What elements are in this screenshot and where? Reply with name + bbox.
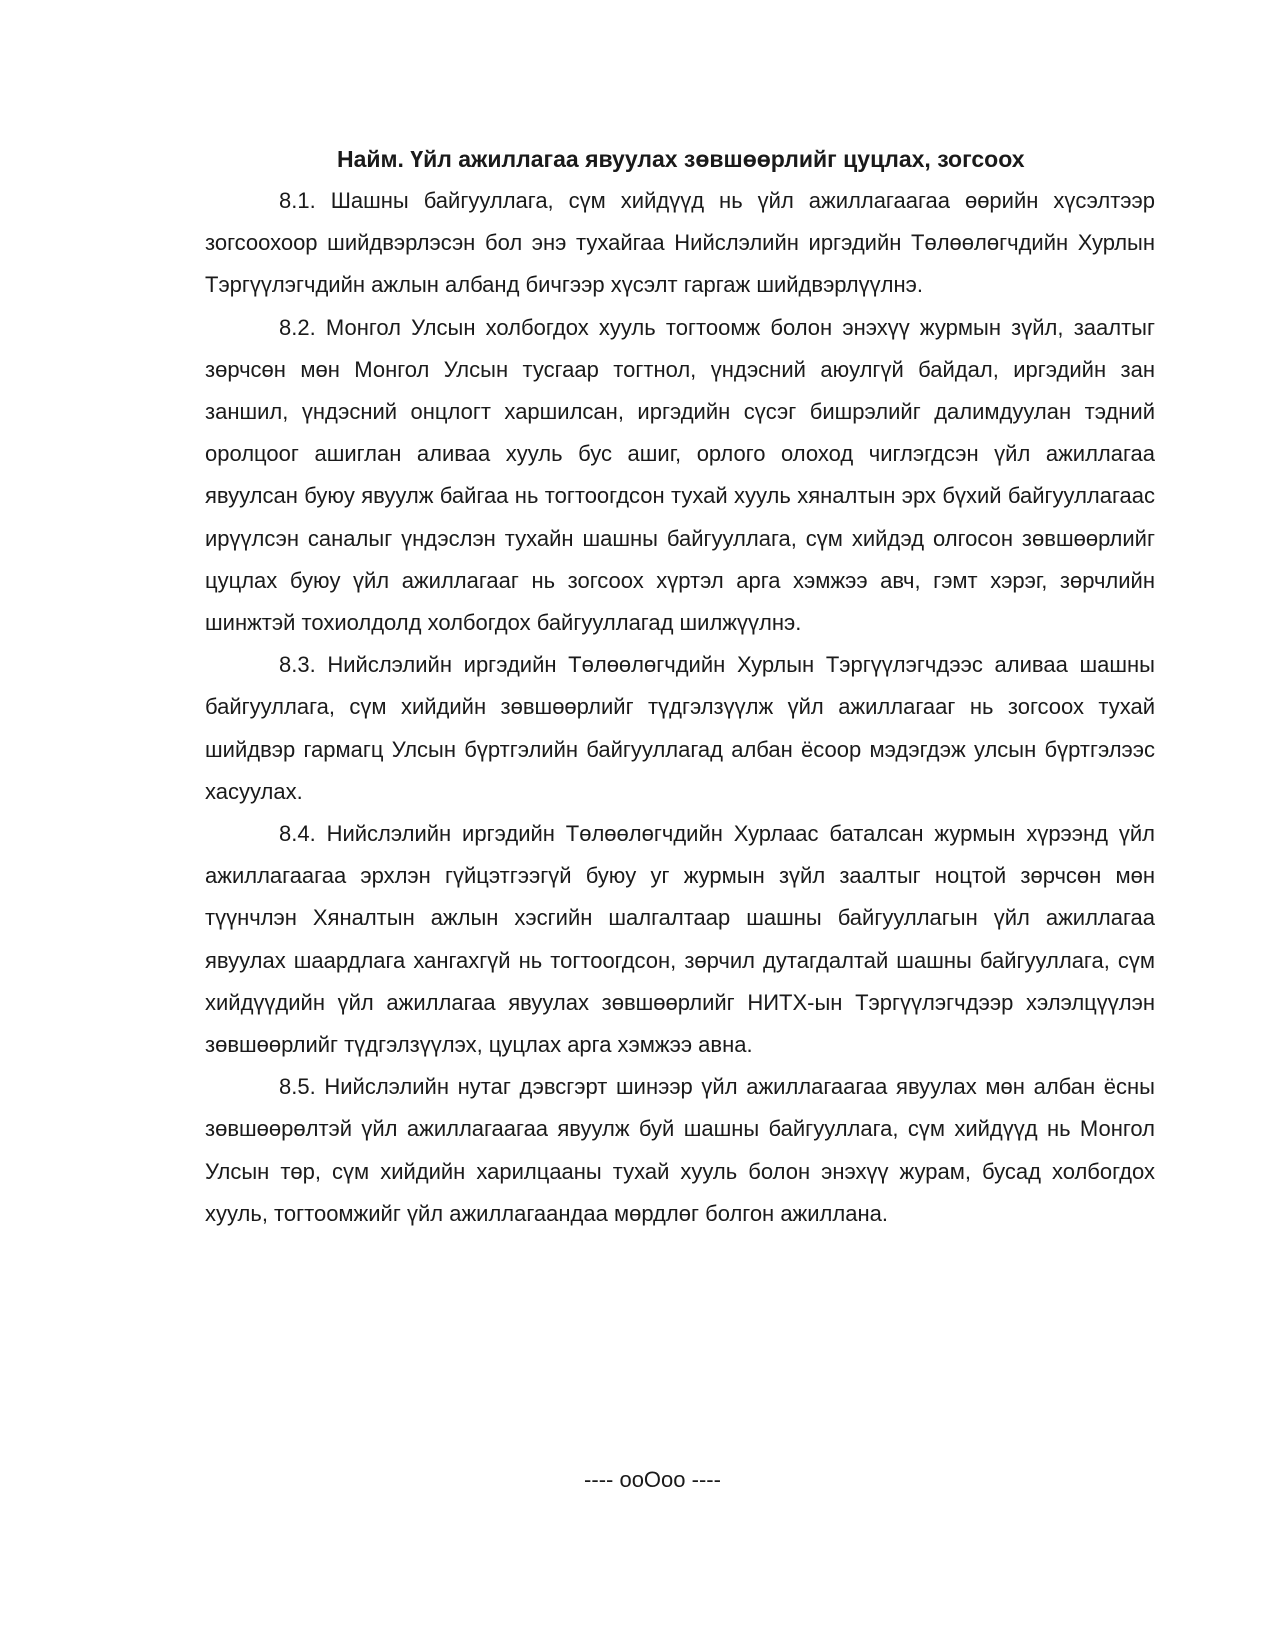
paragraph-8-2: 8.2. Монгол Улсын холбогдох хууль тогтоомж болон энэхүү журмын зүйл, заалтыг зөрчсөн мөн Монгол Улсын тусгаар тогтнол, үндэсний аюулгүй байдал, иргэдийн зан заншил, үндэсний онцлогт харшилсан, иргэдийн сүсэг бишрэлийг далимдуулан тэдний оролцоог ашиглан аливаа хууль бус ашиг, орлого олоход чиглэгдсэн үйл ажиллагаа явуулсан буюу явуулж байгаа нь тогтоогдсон тухай хууль хяналтын эрх бүхий байгууллагаас ирүүлсэн саналыг үндэслэн тухайн шашны байгууллага, сүм хийдэд олгосон зөвшөөрлийг цуцлах буюу үйл ажиллагааг нь зогсоох хүртэл арга хэмжээ авч, гэмт хэрэг, зөрчлийн шинжтэй тохиолдолд холбогдох байгууллагад шилжүүлнэ.: [205, 314, 1155, 636]
paragraph-8-4: 8.4. Нийслэлийн иргэдийн Төлөөлөгчдийн Хурлаас баталсан журмын хүрээнд үйл ажиллагаагаа эрхлэн гүйцэтгээгүй буюу уг журмын зүйл заалтыг ноцтой зөрчсөн мөн түүнчлэн Хяналтын ажлын хэсгийн шалгалтаар шашны байгууллагын үйл ажиллагаа явуулах шаардлага хангахгүй нь тогтоогдсон, зөрчил дутагдалтай шашны байгууллага, сүм хийдүүдийн үйл ажиллагаа явуулах зөвшөөрлийг НИТХ-ын Тэргүүлэгчдээр хэлэлцүүлэн зөвшөөрлийг түдгэлзүүлэх, цуцлах арга хэмжээ авна.: [205, 821, 1155, 1058]
paragraph-8-5: 8.5. Нийслэлийн нутаг дэвсгэрт шинээр үйл ажиллагаагаа явуулах мөн албан ёсны зөвшөөрөлтэй үйл ажиллагаагаа явуулж буй шашны байгууллага, сүм хийдүүд нь Монгол Улсын төр, сүм хийдийн харилцааны тухай хууль болон энэхүү журам, бусад холбогдох хууль, тогтоомжийг үйл ажиллагаандаа мөрдлөг болгон ажиллана.: [205, 1074, 1155, 1226]
closing-ornament: ---- ooOoo ----: [584, 1467, 721, 1492]
section-heading: Найм. Үйл ажиллагаа явуулах зөвшөөрлийг цуцлах, зогсоох: [337, 146, 1025, 172]
paragraph-8-1: 8.1. Шашны байгууллага, сүм хийдүүд нь үйл ажиллагаагаа өөрийн хүсэлтээр зогсоохоор шийдвэрлэсэн бол энэ тухайгаа Нийслэлийн иргэдийн Төлөөлөгчдийн Хурлын Тэргүүлэгчдийн ажлын албанд бичгээр хүсэлт гаргаж шийдвэрлүүлнэ.: [205, 188, 1155, 298]
paragraph-8-3: 8.3. Нийслэлийн иргэдийн Төлөөлөгчдийн Хурлын Тэргүүлэгчдээс аливаа шашны байгууллага, сүм хийдийн зөвшөөрлийг түдгэлзүүлж үйл ажиллагааг нь зогсоох тухай шийдвэр гармагц Улсын бүртгэлийн байгууллагад албан ёсоор мэдэгдэж улсын бүртгэлээс хасуулах.: [205, 652, 1155, 804]
document-page: [205, 138, 1155, 1235]
